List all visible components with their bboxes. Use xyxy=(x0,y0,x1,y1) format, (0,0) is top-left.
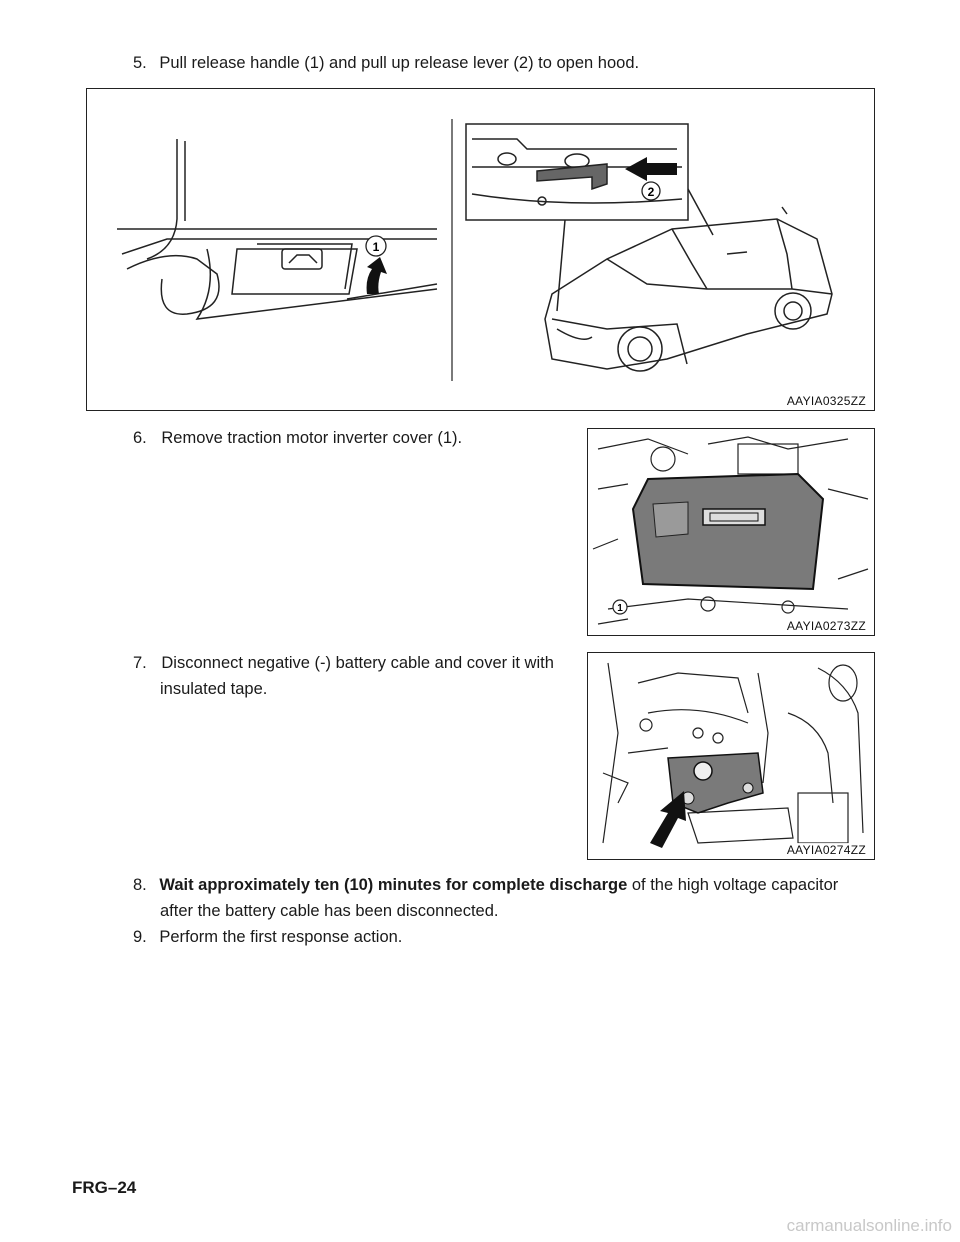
figure-code: AAYIA0273ZZ xyxy=(786,619,866,633)
hood-release-figure xyxy=(86,88,875,411)
callout-1: 1 xyxy=(617,603,623,614)
step-number: 6. xyxy=(133,429,147,447)
step-number: 8. xyxy=(133,876,147,894)
step-text: of the high voltage capacitor xyxy=(627,876,839,894)
step-number: 9. xyxy=(133,928,147,946)
figure-code: AAYIA0325ZZ xyxy=(786,394,866,408)
battery-cable-illustration xyxy=(588,653,874,859)
page-number: FRG–24 xyxy=(72,1178,137,1197)
step-7 xyxy=(133,650,554,702)
step-5 xyxy=(133,50,639,76)
step-text-line-1: Disconnect negative (-) battery cable and cover it with xyxy=(161,654,554,672)
figure-code: AAYIA0274ZZ xyxy=(786,843,866,857)
step-text-line-2: insulated tape. xyxy=(160,680,268,698)
step-8 xyxy=(133,872,838,924)
inverter-cover-illustration xyxy=(588,429,874,635)
step-9 xyxy=(133,924,402,950)
step-number: 7. xyxy=(133,654,147,672)
battery-cable-figure xyxy=(587,652,875,860)
watermark[interactable]: carmanualsonline.info xyxy=(786,1216,952,1235)
hood-release-illustration xyxy=(87,89,874,410)
step-text: Perform the first response action. xyxy=(159,928,403,946)
step-text-line-2: after the battery cable has been disconnected. xyxy=(160,902,499,920)
step-6 xyxy=(133,425,462,451)
step-text: Pull release handle (1) and pull up release lever (2) to open hood. xyxy=(159,54,640,72)
inverter-cover-figure xyxy=(587,428,875,636)
callout-2: 2 xyxy=(647,185,655,199)
step-text: Remove traction motor inverter cover (1). xyxy=(161,429,463,447)
callout-1: 1 xyxy=(372,240,380,254)
step-bold-text: Wait approximately ten (10) minutes for complete discharge xyxy=(159,876,628,894)
step-number: 5. xyxy=(133,54,147,72)
